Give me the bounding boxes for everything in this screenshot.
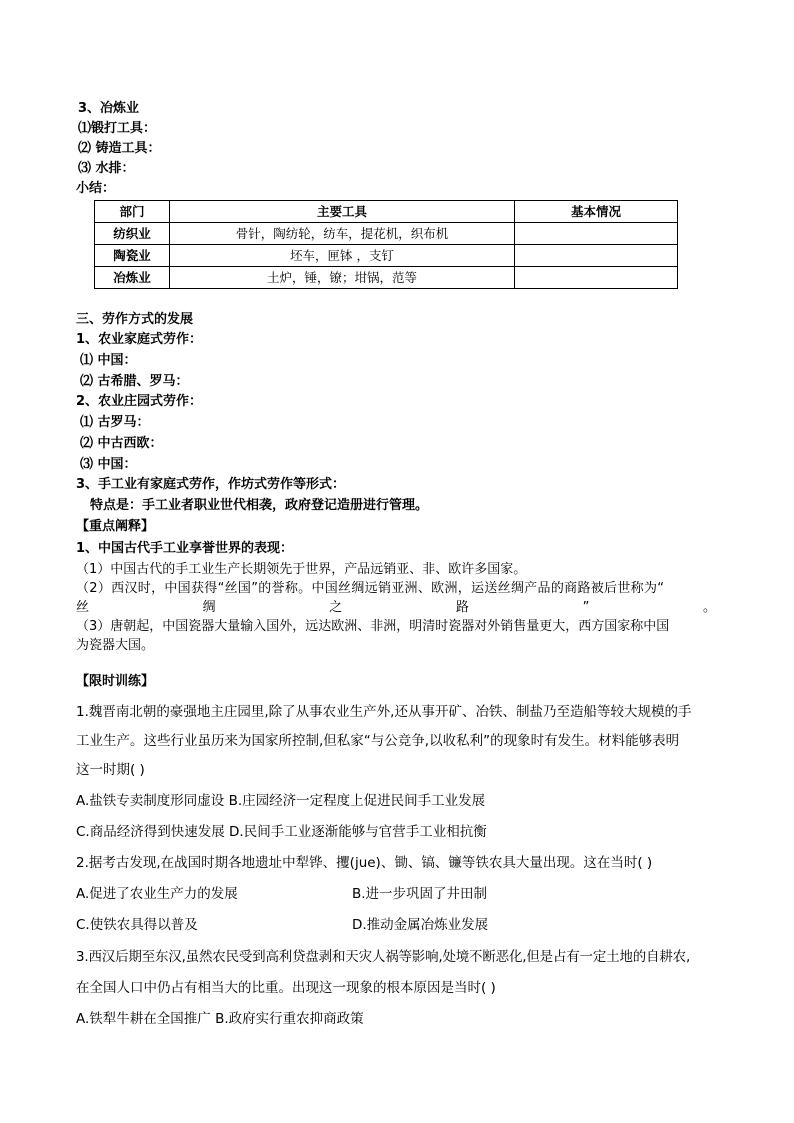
labor-h3: 3、手工业有家庭式劳作，作坊式劳作等形式：: [76, 477, 346, 492]
question-1-options-cd: C.商品经济得到快速发展 D.民间手工业逐渐能够与官营手工业相抗衡: [76, 824, 487, 840]
question-3-line2: 在全国人口中仍占有相当大的比重。出现这一现象的根本原因是当时( ): [76, 980, 496, 996]
question-2-option-a: A.促进了农业生产力的发展: [76, 886, 238, 902]
labor-h1: 1、农业家庭式劳作：: [76, 332, 203, 347]
table-cell: 土炉，锤，镣；坩锅，范等: [170, 267, 515, 289]
practice-title: 【限时训练】: [76, 674, 155, 689]
labor-h2-item: ⑶ 中国：: [80, 457, 137, 472]
focus-p2: （2）西汉时，中国获得“丝国”的誉称。中国丝绸远销亚洲、欧洲，运送丝绸产品的商路被后世称为“: [76, 581, 665, 596]
focus-p1: （1）中国古代的手工业生产长期领先于世界，产品远销亚、非、欧许多国家。: [76, 562, 527, 577]
labor-h1-item: ⑴ 中国：: [80, 353, 137, 368]
table-row: [95, 245, 678, 267]
focus-h1: 1、中国古代手工业享誉世界的表现：: [76, 541, 294, 556]
table-cell: 坯车，匣钵 ，支钉: [170, 245, 515, 267]
labor-h2-item: ⑵ 中古西欧：: [80, 436, 163, 451]
summary-table: [94, 200, 678, 289]
question-3-line1: 3.西汉后期至东汉,虽然农民受到高利贷盘剥和天灾人祸等影响,处境不断恶化,但是占有一定土地的自耕农,: [76, 949, 691, 965]
spread-char: 丝: [76, 600, 90, 615]
focus-p3-line2: 为瓷器大国。: [76, 638, 155, 653]
table-cell: [515, 223, 678, 245]
focus-p2-continuation: [76, 600, 716, 616]
labor-h2-item: ⑴ 古罗马：: [80, 415, 150, 430]
section-labor-title: 三、劳作方式的发展: [76, 312, 194, 327]
table-cell: [515, 267, 678, 289]
labor-h2: 2、农业庄园式劳作：: [76, 394, 203, 409]
spread-char: 绸: [202, 600, 216, 615]
table-cell: 冶炼业: [95, 267, 170, 289]
table-cell: 纺织业: [95, 223, 170, 245]
summary-label: 小结：: [76, 181, 116, 196]
table-cell: 骨针，陶纺轮，纺车，提花机，织布机: [170, 223, 515, 245]
table-cell: [515, 245, 678, 267]
labor-h1-item: ⑵ 古希腊、罗马：: [80, 374, 189, 389]
labor-feature: 特点是：手工业者职业世代相袭，政府登记造册进行管理。: [90, 498, 429, 513]
question-1-line2: 工业生产。这些行业虽历来为国家所控制,但私家“与公竞争,以收私利”的现象时有发生。材料能够表明: [76, 733, 680, 749]
question-1-line3: 这一时期( ): [76, 762, 145, 778]
question-2-option-d: D.推动金属冶炼业发展: [352, 917, 489, 933]
spread-char: 。: [702, 600, 716, 615]
table-header: 主要工具: [170, 201, 515, 223]
question-2: 2.据考古发现,在战国时期各地遗址中犁铧、攫(jue)、锄、镐、镰等铁农具大量出现。这在当时( ): [76, 855, 653, 871]
smelting-item-water-bellows: ⑶ 水排：: [78, 161, 135, 176]
smelting-item-casting: ⑵ 铸造工具：: [78, 141, 161, 156]
question-1-line1: 1.魏晋南北朝的豪强地主庄园里,除了从事农业生产外,还从事开矿、冶铁、制盐乃至造船等较大规模的手: [76, 704, 692, 720]
question-3-options-ab: A.铁犁牛耕在全国推广 B.政府实行重农抑商政策: [76, 1011, 364, 1027]
spread-char: 路: [455, 600, 469, 615]
spread-char: 之: [329, 600, 343, 615]
focus-title: 【重点阐释】: [76, 519, 155, 534]
table-header-row: [95, 201, 678, 223]
table-row: [95, 267, 678, 289]
question-1-options-ab: A.盐铁专卖制度形同虚设 B.庄园经济一定程度上促进民间手工业发展: [76, 793, 486, 809]
table-header: 部门: [95, 201, 170, 223]
question-2-option-b: B.进一步巩固了井田制: [352, 886, 488, 902]
table-header: 基本情况: [515, 201, 678, 223]
section-smelting-title: 3、冶炼业: [78, 101, 140, 116]
question-2-option-c: C.使铁农具得以普及: [76, 917, 198, 933]
table-cell: 陶瓷业: [95, 245, 170, 267]
table-row: [95, 223, 678, 245]
spread-char: ”: [582, 600, 590, 615]
smelting-item-forging: ⑴锻打工具：: [78, 121, 157, 136]
focus-p3-line1: （3）唐朝起，中国瓷器大量输入国外，远达欧洲、非洲，明清时瓷器对外销售量更大，西方国家称中国: [76, 619, 670, 634]
